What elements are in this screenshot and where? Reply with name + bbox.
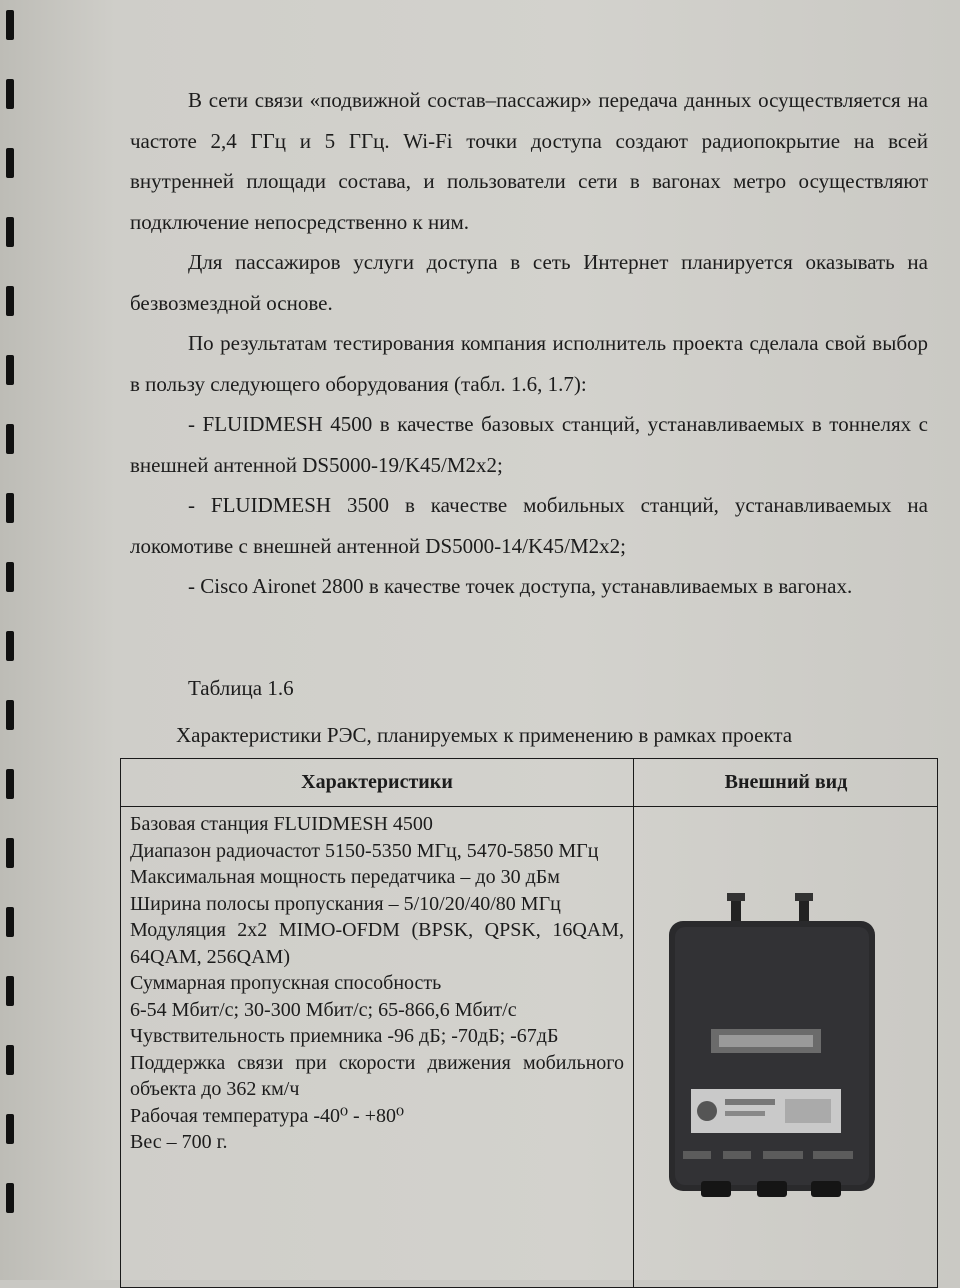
- column-divider: [633, 759, 634, 1287]
- binding-hole-mark: [6, 976, 14, 1006]
- binding-hole-mark: [6, 838, 14, 868]
- binding-hole-mark: [6, 79, 14, 109]
- binding-hole-mark: [6, 424, 14, 454]
- binding-hole-mark: [6, 1183, 14, 1213]
- binding-hole-mark: [6, 562, 14, 592]
- specs-table: [120, 758, 938, 1288]
- spec-list: [130, 811, 624, 1156]
- header-characteristics: Характеристики: [301, 771, 453, 793]
- binding-hole-mark: [6, 631, 14, 661]
- binding-hole-mark: [6, 148, 14, 178]
- spec-line: Суммарная пропускная способность: [130, 972, 442, 994]
- spec-line: 6-54 Мбит/с; 30-300 Мбит/с; 65-866,6 Мбит/с: [130, 998, 517, 1021]
- bullet-fluidmesh-3500: - FLUIDMESH 3500 в качестве мобильных станций, устанавливаемых на локомотиве с внешней антенной DS5000-14/K45/M2x2;: [130, 493, 928, 558]
- paragraph-network: В сети связи «подвижной состав–пассажир» передача данных осуществляется на частоте 2,4 ГГц и 5 ГГц. Wi-Fi точки доступа создают радиопокрытие на всей внутренней площади состава, и пользователи сети в вагонах метро осуществляют подключение непосредственно к ним.: [130, 88, 928, 234]
- binding-hole-mark: [6, 1045, 14, 1075]
- bullet-cisco-aironet: - Cisco Aironet 2800 в качестве точек доступа, устанавливаемых в вагонах.: [188, 574, 853, 598]
- spec-line: Вес – 700 г.: [130, 1131, 228, 1153]
- paragraph-free-access: Для пассажиров услуги доступа в сеть Интернет планируется оказывать на безвозмездной основе.: [130, 250, 928, 315]
- binding-hole-mark: [6, 217, 14, 247]
- binding-hole-mark: [6, 493, 14, 523]
- spec-line: Модуляция 2x2 MIMO-OFDM (BPSK, QPSK, 16QAM, 64QAM, 256QAM): [130, 919, 624, 968]
- binding-hole-mark: [6, 10, 14, 40]
- spec-line: Ширина полосы пропускания – 5/10/20/40/80 МГц: [130, 892, 561, 915]
- paragraph-equipment-choice: По результатам тестирования компания исполнитель проекта сделала свой выбор в пользу следующего оборудования (табл. 1.6, 1.7):: [130, 331, 928, 396]
- body-text: [130, 80, 928, 607]
- bullet-fluidmesh-4500: - FLUIDMESH 4500 в качестве базовых станций, устанавливаемых в тоннелях с внешней антенной DS5000-19/K45/M2x2;: [130, 412, 928, 477]
- device-photo: [661, 889, 901, 1199]
- spec-line: Диапазон радиочастот 5150-5350 МГц, 5470-5850 МГц: [130, 839, 599, 862]
- table-number: Таблица 1.6: [188, 676, 294, 700]
- spec-line: Максимальная мощность передатчика – до 30 дБм: [130, 866, 560, 888]
- binding-hole-mark: [6, 907, 14, 937]
- binding-hole-mark: [6, 1114, 14, 1144]
- binding-hole-mark: [6, 700, 14, 730]
- binding-hole-mark: [6, 769, 14, 799]
- table-header-row: [121, 759, 937, 807]
- table-title: Характеристики РЭС, планируемых к применению в рамках проекта: [176, 723, 793, 747]
- header-appearance: Внешний вид: [724, 771, 848, 793]
- spec-line: Чувствительность приемника -96 дБ; -70дБ; -67дБ: [130, 1025, 559, 1047]
- binding-holes: [4, 0, 20, 1280]
- spec-line: Базовая станция FLUIDMESH 4500: [130, 813, 433, 835]
- binding-hole-mark: [6, 355, 14, 385]
- spec-line: Поддержка связи при скорости движения мобильного объекта до 362 км/ч: [130, 1051, 624, 1100]
- spec-line: Рабочая температура -40⁰ - +80⁰: [130, 1104, 404, 1127]
- binding-hole-mark: [6, 286, 14, 316]
